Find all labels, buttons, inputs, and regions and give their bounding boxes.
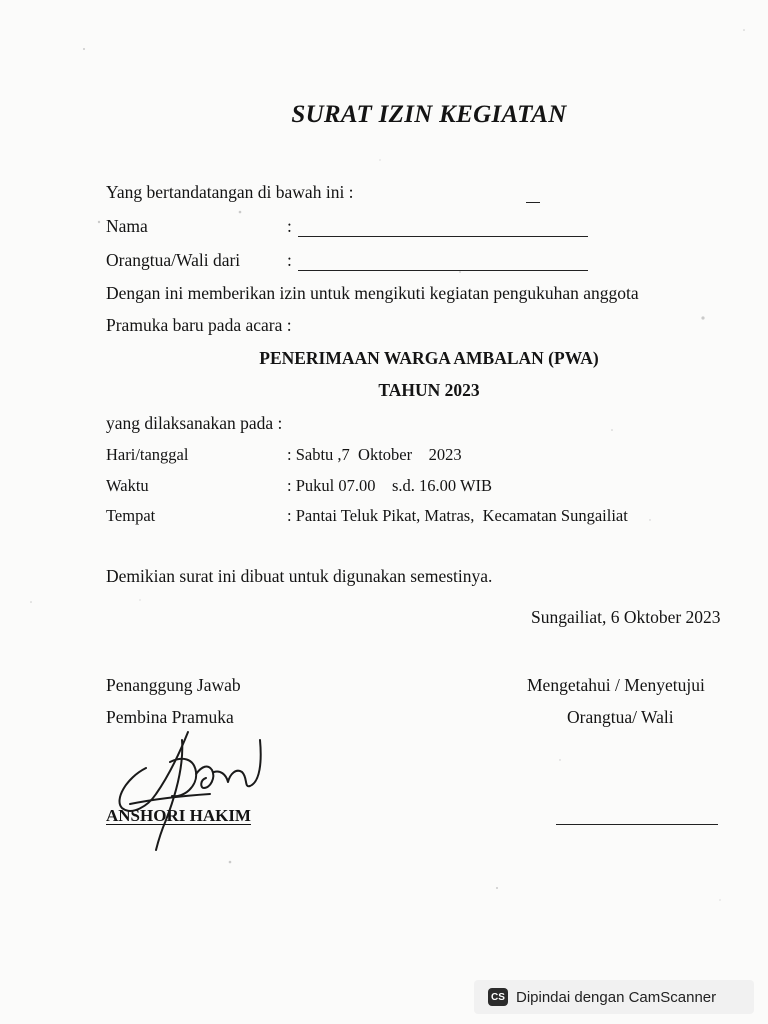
schedule-intro: yang dilaksanakan pada : [106,413,283,433]
handwritten-signature [110,722,280,857]
field-label-nama: Nama [106,216,148,236]
left-signer-name: ANSHORI HAKIM [106,806,251,825]
left-sign-role-1: Penanggung Jawab [106,675,241,695]
field-colon-wali: : [287,250,292,270]
event-name: PENERIMAAN WARGA AMBALAN (PWA) [259,348,599,368]
camscanner-badge [474,980,754,1014]
right-sign-role-2: Orangtua/ Wali [567,707,674,727]
blank-line-wali [298,270,588,271]
field-colon-nama: : [287,216,292,236]
schedule-label-place: Tempat [106,506,156,525]
stray-mark [526,202,540,203]
place-date: Sungailiat, 6 Oktober 2023 [531,607,721,627]
blank-line-nama [298,236,588,237]
letter-title: SURAT IZIN KEGIATAN [291,101,567,128]
body-line-2: Pramuka baru pada acara : [106,315,292,335]
blank-line-wali-signature [556,824,718,825]
camscanner-text: Dipindai dengan CamScanner [516,988,717,1006]
event-year: TAHUN 2023 [378,380,480,400]
left-sign-role-2: Pembina Pramuka [106,707,234,727]
schedule-value-place: : Pantai Teluk Pikat, Matras, Kecamatan Sungailiat [287,506,628,525]
schedule-value-time: : Pukul 07.00 s.d. 16.00 WIB [287,476,493,495]
closing-text: Demikian surat ini dibuat untuk digunakan semestinya. [106,566,493,586]
intro-text: Yang bertandatangan di bawah ini : [106,182,354,202]
schedule-label-time: Waktu [106,476,149,495]
schedule-label-date: Hari/tanggal [106,445,189,464]
schedule-value-date: : Sabtu ,7 Oktober 2023 [287,445,462,464]
field-label-wali: Orangtua/Wali dari [106,250,241,270]
right-sign-role-1: Mengetahui / Menyetujui [527,675,705,695]
camscanner-icon: CS [488,988,508,1006]
body-line-1: Dengan ini memberikan izin untuk mengikuti kegiatan pengukuhan anggota [106,283,639,303]
